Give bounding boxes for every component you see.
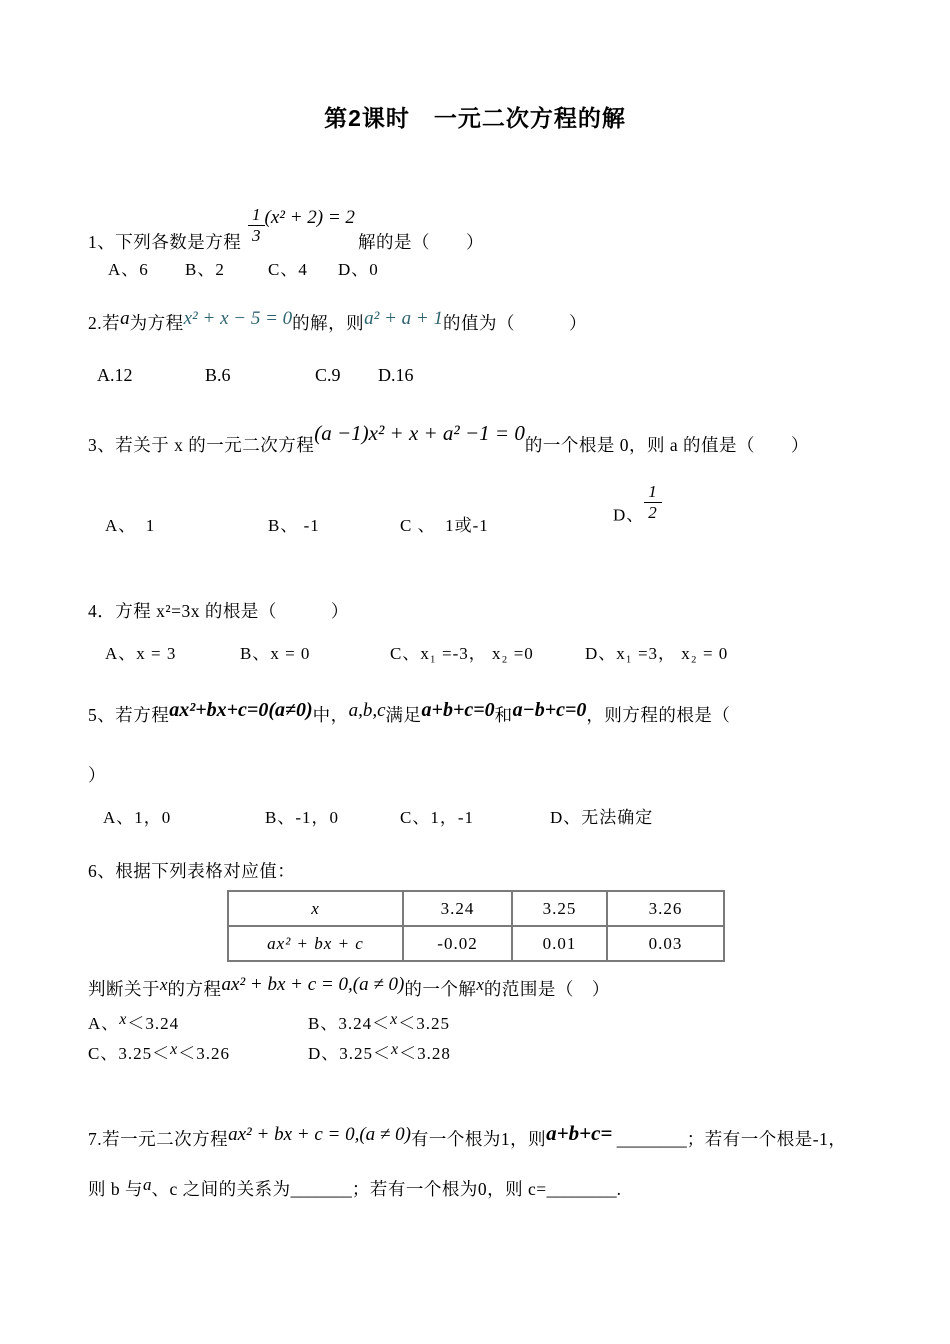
q6-option-c-post: ＜3.26 bbox=[178, 1044, 230, 1063]
q6-option-c bbox=[88, 1039, 230, 1064]
q2-option-c: C.9 bbox=[315, 365, 341, 385]
q5-option-a: A、1，0 bbox=[103, 808, 172, 827]
q1-formula bbox=[248, 206, 355, 245]
q7-math-sum: a+b+c= bbox=[546, 1121, 613, 1145]
q7-blank-1: ________ bbox=[612, 1129, 687, 1149]
q6-cell-x1: 3.24 bbox=[403, 891, 512, 926]
q1-option-d: D、0 bbox=[338, 260, 379, 279]
q4-option-c: C、x₁ =-3， x₂ =0 bbox=[390, 644, 534, 663]
q2-options bbox=[88, 360, 948, 386]
q6-cell-v3: 0.03 bbox=[607, 926, 724, 961]
q7-text-5: 、c 之间的关系为 bbox=[151, 1179, 291, 1199]
question-1 bbox=[88, 190, 788, 254]
q1-prefix: 1、下列各数是方程 bbox=[88, 232, 242, 252]
q3-option-d-denominator: 2 bbox=[648, 503, 658, 523]
q2-text-3: 的解，则 bbox=[292, 313, 365, 333]
q1-suffix: 解的是（ ） bbox=[358, 232, 484, 252]
q2-option-a: A.12 bbox=[97, 365, 133, 385]
q6-judge-text-3: 的一个解 bbox=[404, 979, 477, 999]
q6-option-a-x: x bbox=[119, 1011, 128, 1028]
q6-cell-x2: 3.25 bbox=[512, 891, 607, 926]
q6-cell-v1: -0.02 bbox=[403, 926, 512, 961]
q6-option-a-pre: A、 bbox=[88, 1014, 120, 1033]
question-2 bbox=[88, 310, 587, 335]
q6-option-b-post: ＜3.25 bbox=[398, 1014, 450, 1033]
q6-judge-x1: x bbox=[160, 975, 168, 994]
q2-text-2: 为方程 bbox=[129, 313, 184, 333]
q6-cell-x-header: x bbox=[228, 891, 403, 926]
q6-judge-text-4: 的范围是（ ） bbox=[483, 979, 610, 999]
q6-option-d bbox=[308, 1039, 451, 1064]
q3-option-d-fraction bbox=[644, 483, 662, 522]
q4-option-a: A、x = 3 bbox=[105, 644, 177, 663]
q1-option-c: C、4 bbox=[268, 260, 308, 279]
q4-options bbox=[88, 638, 948, 664]
q7-text-7: . bbox=[616, 1179, 622, 1199]
q6-judge-line bbox=[88, 976, 610, 1001]
q2-text-1: 2.若 bbox=[88, 313, 121, 333]
q2-option-b: B.6 bbox=[205, 365, 231, 385]
q6-judge-text-1: 判断关于 bbox=[88, 979, 160, 999]
q6-judge-text-2: 的方程 bbox=[167, 979, 222, 999]
q3-option-d bbox=[613, 482, 662, 536]
q5-text-3: 满足 bbox=[385, 705, 422, 725]
q7-blank-2: _______ bbox=[290, 1179, 352, 1199]
q6-option-a bbox=[88, 1009, 179, 1034]
q7-math-a: a bbox=[143, 1175, 152, 1194]
q4-option-b: B、x = 0 bbox=[240, 644, 311, 663]
q6-option-d-x: x bbox=[391, 1041, 400, 1058]
q3-text-2: 的一个根是 0，则 a 的值是（ ） bbox=[524, 435, 809, 455]
q3-math-equation: (a −1)x² + x + a² −1 = 0 bbox=[314, 421, 525, 445]
q6-option-b-pre: B、3.24＜ bbox=[308, 1014, 391, 1033]
page-title: 第2课时 一元二次方程的解 bbox=[324, 105, 626, 131]
q3-option-d-label: D、 bbox=[613, 505, 645, 525]
q7-text-1: 7.若一元二次方程 bbox=[88, 1129, 229, 1149]
q3-options bbox=[88, 482, 948, 536]
q6-option-d-pre: D、3.25＜ bbox=[308, 1044, 392, 1063]
question-7-line-1 bbox=[88, 1121, 847, 1151]
q6-heading: 6、根据下列表格对应值： bbox=[88, 861, 296, 881]
question-7-line-2 bbox=[88, 1176, 622, 1201]
q1-fraction-denominator: 3 bbox=[252, 226, 261, 246]
q5-text-5: ，则方程的根是（ bbox=[586, 705, 731, 725]
table-row bbox=[228, 926, 724, 961]
q7-blank-3: ________ bbox=[546, 1179, 617, 1199]
q1-fraction bbox=[248, 206, 265, 245]
question-3 bbox=[88, 421, 809, 457]
q6-cell-v2: 0.01 bbox=[512, 926, 607, 961]
q1-fraction-numerator: 1 bbox=[248, 206, 265, 226]
q6-options-row-1 bbox=[88, 1008, 948, 1034]
q2-math-equation: x² + x − 5 = 0 bbox=[183, 308, 293, 329]
q3-option-b: B、 -1 bbox=[268, 516, 320, 535]
table-row bbox=[228, 891, 724, 926]
q6-cell-x3: 3.26 bbox=[607, 891, 724, 926]
q6-values-table bbox=[227, 890, 725, 962]
q5-text-1: 5、若方程 bbox=[88, 705, 170, 725]
q5-close-paren: ） bbox=[88, 765, 106, 785]
q6-option-b-x: x bbox=[390, 1011, 399, 1028]
q2-math-a: a bbox=[120, 308, 130, 329]
q6-option-a-post: ＜3.24 bbox=[127, 1014, 180, 1033]
q2-math-value-expr: a² + a + 1 bbox=[364, 308, 443, 329]
q5-math-abc: a,b,c bbox=[348, 700, 386, 721]
q5-math-diff: a−b+c=0 bbox=[512, 699, 587, 721]
q2-text-4: 的值为（ ） bbox=[443, 313, 587, 333]
question-5 bbox=[88, 699, 731, 727]
q7-text-3: ；若有一个根是-1， bbox=[686, 1129, 847, 1149]
q6-option-c-pre: C、3.25＜ bbox=[88, 1044, 171, 1063]
q3-option-d-numerator: 1 bbox=[644, 483, 662, 503]
q7-text-2: 有一个根为1，则 bbox=[410, 1129, 547, 1149]
q6-option-c-x: x bbox=[170, 1041, 179, 1058]
q6-option-b bbox=[308, 1009, 450, 1034]
q2-option-d: D.16 bbox=[378, 365, 414, 385]
q5-math-sum: a+b+c=0 bbox=[421, 699, 495, 721]
q6-options-row-2 bbox=[88, 1038, 948, 1064]
q3-option-a: A、 1 bbox=[105, 516, 156, 535]
question-4: 4．方程 x²=3x 的根是（ ） bbox=[88, 601, 349, 621]
q7-text-4: 则 b 与 bbox=[88, 1179, 143, 1199]
q6-cell-poly-header: ax² + bx + c bbox=[228, 926, 403, 961]
q3-option-c: C 、 1或-1 bbox=[400, 516, 489, 535]
q5-text-2: 中， bbox=[312, 705, 349, 725]
q5-text-4: 和 bbox=[494, 705, 513, 725]
q4-option-d: D、x₁ =3， x₂ = 0 bbox=[585, 644, 729, 663]
q7-math-equation: ax² + bx + c = 0,(a ≠ 0) bbox=[228, 1124, 411, 1145]
q5-option-d: D、无法确定 bbox=[550, 808, 654, 827]
q7-text-6: ；若有一个根为0，则 c= bbox=[351, 1179, 547, 1199]
q3-text-1: 3、若关于 x 的一元二次方程 bbox=[88, 435, 315, 455]
q1-expression: (x² + 2) = 2 bbox=[264, 207, 355, 229]
q5-options bbox=[88, 802, 948, 828]
q1-options bbox=[88, 254, 948, 280]
q1-option-b: B、2 bbox=[185, 260, 225, 279]
q1-option-a: A、6 bbox=[108, 260, 149, 279]
q5-math-equation: ax²+bx+c=0(a≠0) bbox=[169, 699, 313, 721]
q5-option-c: C、1，-1 bbox=[400, 808, 474, 827]
q6-judge-equation: ax² + bx + c = 0,(a ≠ 0) bbox=[221, 974, 405, 995]
q5-option-b: B、-1，0 bbox=[265, 808, 339, 827]
q6-judge-x2: x bbox=[476, 975, 484, 994]
q6-option-d-post: ＜3.28 bbox=[399, 1044, 451, 1063]
